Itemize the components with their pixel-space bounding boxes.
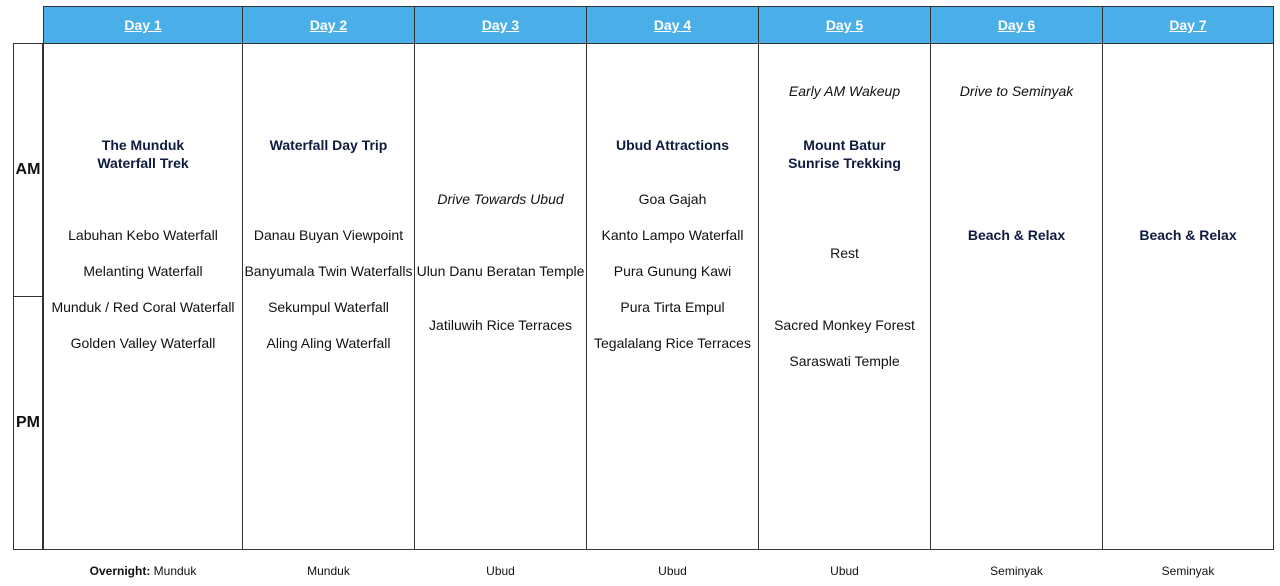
activity-item: Munduk / Red Coral Waterfall [51, 299, 235, 315]
activity-item: Drive Towards Ubud [437, 191, 564, 207]
day-header-label[interactable]: Day 1 [124, 17, 162, 33]
day-header-label[interactable]: Day 6 [997, 17, 1036, 33]
overnight-location-4 [586, 564, 759, 578]
day-header-label[interactable]: Day 7 [1169, 17, 1207, 33]
overnight-value: Ubud [830, 564, 859, 578]
day-column-1 [43, 43, 243, 550]
activity-item: Rest [830, 245, 859, 261]
activity-item: Labuhan Kebo Waterfall [68, 227, 218, 243]
activity-item: Early AM Wakeup [788, 83, 901, 99]
activity-item: Drive to Seminyak [959, 83, 1074, 99]
am-label [13, 43, 43, 297]
day-header-6[interactable] [930, 6, 1103, 44]
activity-item: Danau Buyan Viewpoint [253, 227, 404, 243]
overnight-value: Ubud [486, 564, 515, 578]
day-header-5[interactable] [758, 6, 931, 44]
overnight-value: Seminyak [1161, 564, 1215, 578]
activity-item: Sunrise Trekking [788, 155, 901, 171]
day-header-7[interactable] [1102, 6, 1274, 44]
overnight-location-6 [930, 564, 1103, 578]
overnight-value: Munduk [153, 564, 197, 578]
day-column-5 [758, 43, 931, 550]
day-header-1[interactable] [43, 6, 243, 44]
activity-item: Sacred Monkey Forest [774, 317, 915, 333]
activity-item: Pura Gunung Kawi [613, 263, 732, 279]
am-label-text: AM [15, 161, 41, 178]
overnight-label: Overnight: [89, 564, 151, 578]
activity-item: Goa Gajah [638, 191, 707, 207]
day-header-2[interactable] [242, 6, 415, 44]
overnight-location-7 [1102, 564, 1274, 578]
day-header-label[interactable]: Day 4 [653, 17, 692, 33]
overnight-location-5 [758, 564, 931, 578]
pm-label-text: PM [16, 414, 40, 431]
activity-item: Kanto Lampo Waterfall [601, 227, 744, 243]
activity-item: Waterfall Day Trip [269, 137, 388, 153]
activity-item: Banyumala Twin Waterfalls [244, 263, 413, 279]
activity-item: Golden Valley Waterfall [70, 335, 216, 351]
overnight-value: Munduk [307, 564, 350, 578]
overnight-location-2 [242, 564, 415, 578]
day-header-3[interactable] [414, 6, 587, 44]
activity-item: Ulun Danu Beratan Temple [416, 263, 585, 279]
day-column-2 [242, 43, 415, 550]
activity-item: Pura Tirta Empul [620, 299, 725, 315]
overnight-location-3 [414, 564, 587, 578]
activity-item: Tegalalang Rice Terraces [594, 335, 751, 351]
pm-label [13, 296, 43, 550]
day-header-label[interactable]: Day 3 [481, 17, 520, 33]
overnight-location-1 [43, 564, 243, 578]
activity-item: Beach & Relax [967, 227, 1066, 243]
day-column-7 [1102, 43, 1274, 550]
day-header-label[interactable]: Day 5 [825, 17, 864, 33]
activity-item: Saraswati Temple [789, 353, 900, 369]
overnight-value: Ubud [658, 564, 687, 578]
day-header-label[interactable]: Day 2 [309, 17, 348, 33]
activity-item: Sekumpul Waterfall [268, 299, 389, 315]
activity-item: Jatiluwih Rice Terraces [429, 317, 572, 333]
activity-item: Ubud Attractions [615, 137, 730, 153]
overnight-value: Seminyak [990, 564, 1043, 578]
activity-item: Beach & Relax [1139, 227, 1237, 243]
activity-item: Mount Batur [803, 137, 886, 153]
day-column-4 [586, 43, 759, 550]
activity-item: Melanting Waterfall [83, 263, 203, 279]
day-header-4[interactable] [586, 6, 759, 44]
day-column-6 [930, 43, 1103, 550]
day-column-3 [414, 43, 587, 550]
activity-item: Aling Aling Waterfall [266, 335, 391, 351]
activity-item: The Munduk [101, 137, 185, 153]
activity-item: Waterfall Trek [97, 155, 189, 171]
